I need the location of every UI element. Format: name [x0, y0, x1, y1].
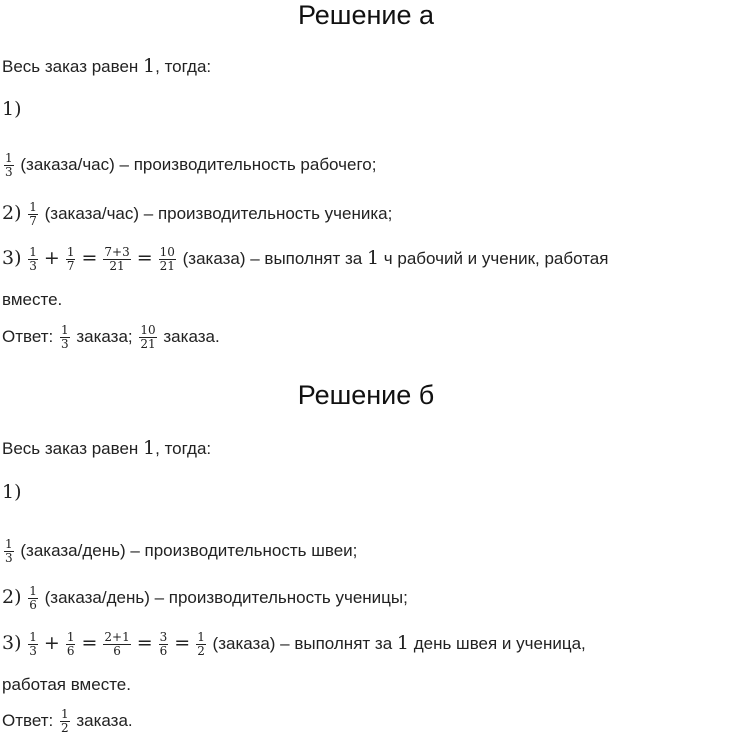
- solution-a-step1-label: 1): [2, 98, 22, 120]
- solution-a-step3-continuation: вместе.: [2, 290, 63, 309]
- fraction: $\frac{1}{6}$: [66, 630, 75, 659]
- solution-b-intro: Весь заказ равен 1, тогда:: [2, 437, 212, 459]
- solution-a-intro: Весь заказ равен 1, тогда:: [2, 55, 212, 77]
- solution-b-answer: Ответ: $\frac{1}{2}$ заказа.: [2, 707, 133, 735]
- fraction: $\frac{1}{7}$: [66, 245, 75, 274]
- fraction: $\frac{1}{3}$: [5, 537, 13, 565]
- fraction: $\frac{1}{7}$: [29, 200, 37, 229]
- solution-b-step3: 3) $\frac{1}{3}$ + $\frac{1}{6}$ = $\frac{2+1}{6}$ = $\frac{3}{6}$ = $\frac{1}{2}$ (заказа) – выполнят за 1 день швея и ученица,: [2, 630, 586, 659]
- solution-b-step3-continuation: работая вместе.: [2, 675, 131, 694]
- fraction: $\frac{10}{21}$: [140, 323, 156, 351]
- solution-b-title: Решение б: [297, 380, 435, 410]
- fraction: $\frac{1}{3}$: [60, 323, 69, 351]
- solution-a-step3: 3) $\frac{1}{3}$ + $\frac{1}{7}$ = $\frac{7+3}{21}$ = $\frac{10}{21}$ (заказа) – выполнят за 1 ч рабочий и ученик, работая: [2, 245, 609, 274]
- fraction: $\frac{1}{3}$: [29, 245, 37, 274]
- fraction: $\frac{2+1}{6}$: [104, 630, 130, 659]
- solution-a-step1: $\frac{1}{3}$ (заказа/час) – производительность рабочего;: [5, 151, 377, 179]
- fraction: $\frac{1}{3}$: [5, 151, 13, 179]
- fraction: $\frac{1}{2}$: [197, 630, 205, 659]
- fraction: $\frac{1}{6}$: [29, 584, 37, 613]
- solution-b-step1-label: 1): [2, 481, 22, 503]
- fraction: $\frac{1}{2}$: [60, 707, 69, 735]
- fraction: $\frac{10}{21}$: [159, 245, 175, 274]
- solution-a-title: Решение а: [297, 0, 435, 30]
- solution-b-step2: 2) $\frac{1}{6}$ (заказа/день) – производительность ученицы;: [2, 584, 408, 613]
- fraction: $\frac{1}{3}$: [29, 630, 37, 659]
- fraction: $\frac{3}{6}$: [159, 630, 168, 659]
- solution-b-step1: $\frac{1}{3}$ (заказа/день) – производительность швеи;: [5, 537, 358, 565]
- solution-a-step2: 2) $\frac{1}{7}$ (заказа/час) – производительность ученика;: [2, 200, 393, 229]
- solution-a-answer: Ответ: $\frac{1}{3}$ заказа; $\frac{10}{21}$ заказа.: [2, 323, 220, 351]
- fraction: $\frac{7+3}{21}$: [104, 245, 130, 274]
